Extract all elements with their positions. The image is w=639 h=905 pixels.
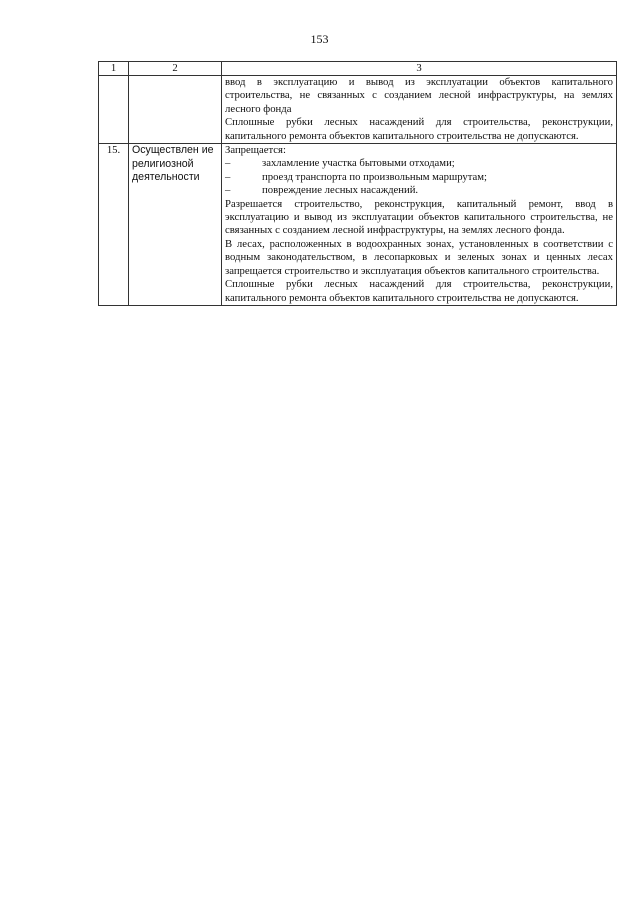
paragraph: Сплошные рубки лесных насаждений для строительства, реконструкции, капитального ремонта объектов капитального строительства не допускаются. xyxy=(225,278,613,304)
table-header-row xyxy=(99,62,617,76)
list-item xyxy=(225,171,613,184)
paragraph: ввод в эксплуатацию и вывод из эксплуатации объектов капитального строительства, не связанных с созданием лесной инфраструктуры, на землях лесного фонда xyxy=(225,76,613,115)
column-header-3: 3 xyxy=(222,62,617,76)
dash-marker: – xyxy=(225,170,231,183)
list-item xyxy=(225,184,613,197)
prohibited-intro: Запрещается: xyxy=(225,144,286,157)
column-header-2: 2 xyxy=(129,62,222,76)
name-cell-empty xyxy=(129,76,222,144)
list-item-text: захламление участка бытовыми отходами; xyxy=(262,157,455,170)
activity-name: Осуществлен ие религиозной деятельности xyxy=(129,144,222,306)
list-item-text: повреждение лесных насаждений. xyxy=(262,184,419,197)
table-row-continued xyxy=(99,76,617,144)
paragraph: Сплошные рубки лесных насаждений для строительства, реконструкции, капитального ремонта объектов капитального строительства не допускаются. xyxy=(225,116,613,142)
row-number: 15. xyxy=(99,144,129,306)
paragraph: Разрешается строительство, реконструкция, капитальный ремонт, ввод в эксплуатацию и вывод из эксплуатации объектов капитального строительства, не связанных с созданием лесной инфраструктуры, на землях лесного фонда. xyxy=(225,197,613,237)
column-header-1: 1 xyxy=(99,62,129,76)
table-row-15 xyxy=(99,144,617,306)
dash-marker: – xyxy=(225,157,231,170)
paragraph: В лесах, расположенных в водоохранных зонах, установленных в соответствии с водным законодательством, в лесопарковых и зеленых зонах и ценных лесах запрещается строительство и эксплуатация объектов капитального строительства. xyxy=(225,237,613,277)
number-cell-empty xyxy=(99,76,129,144)
content-cell-continued xyxy=(222,76,617,144)
list-item xyxy=(225,157,613,170)
content-cell-15 xyxy=(222,144,617,306)
page-number: 153 xyxy=(310,32,329,46)
regulations-table xyxy=(98,61,617,306)
dash-marker: – xyxy=(225,184,231,197)
list-item-text: проезд транспорта по произвольным маршрутам; xyxy=(262,170,488,183)
